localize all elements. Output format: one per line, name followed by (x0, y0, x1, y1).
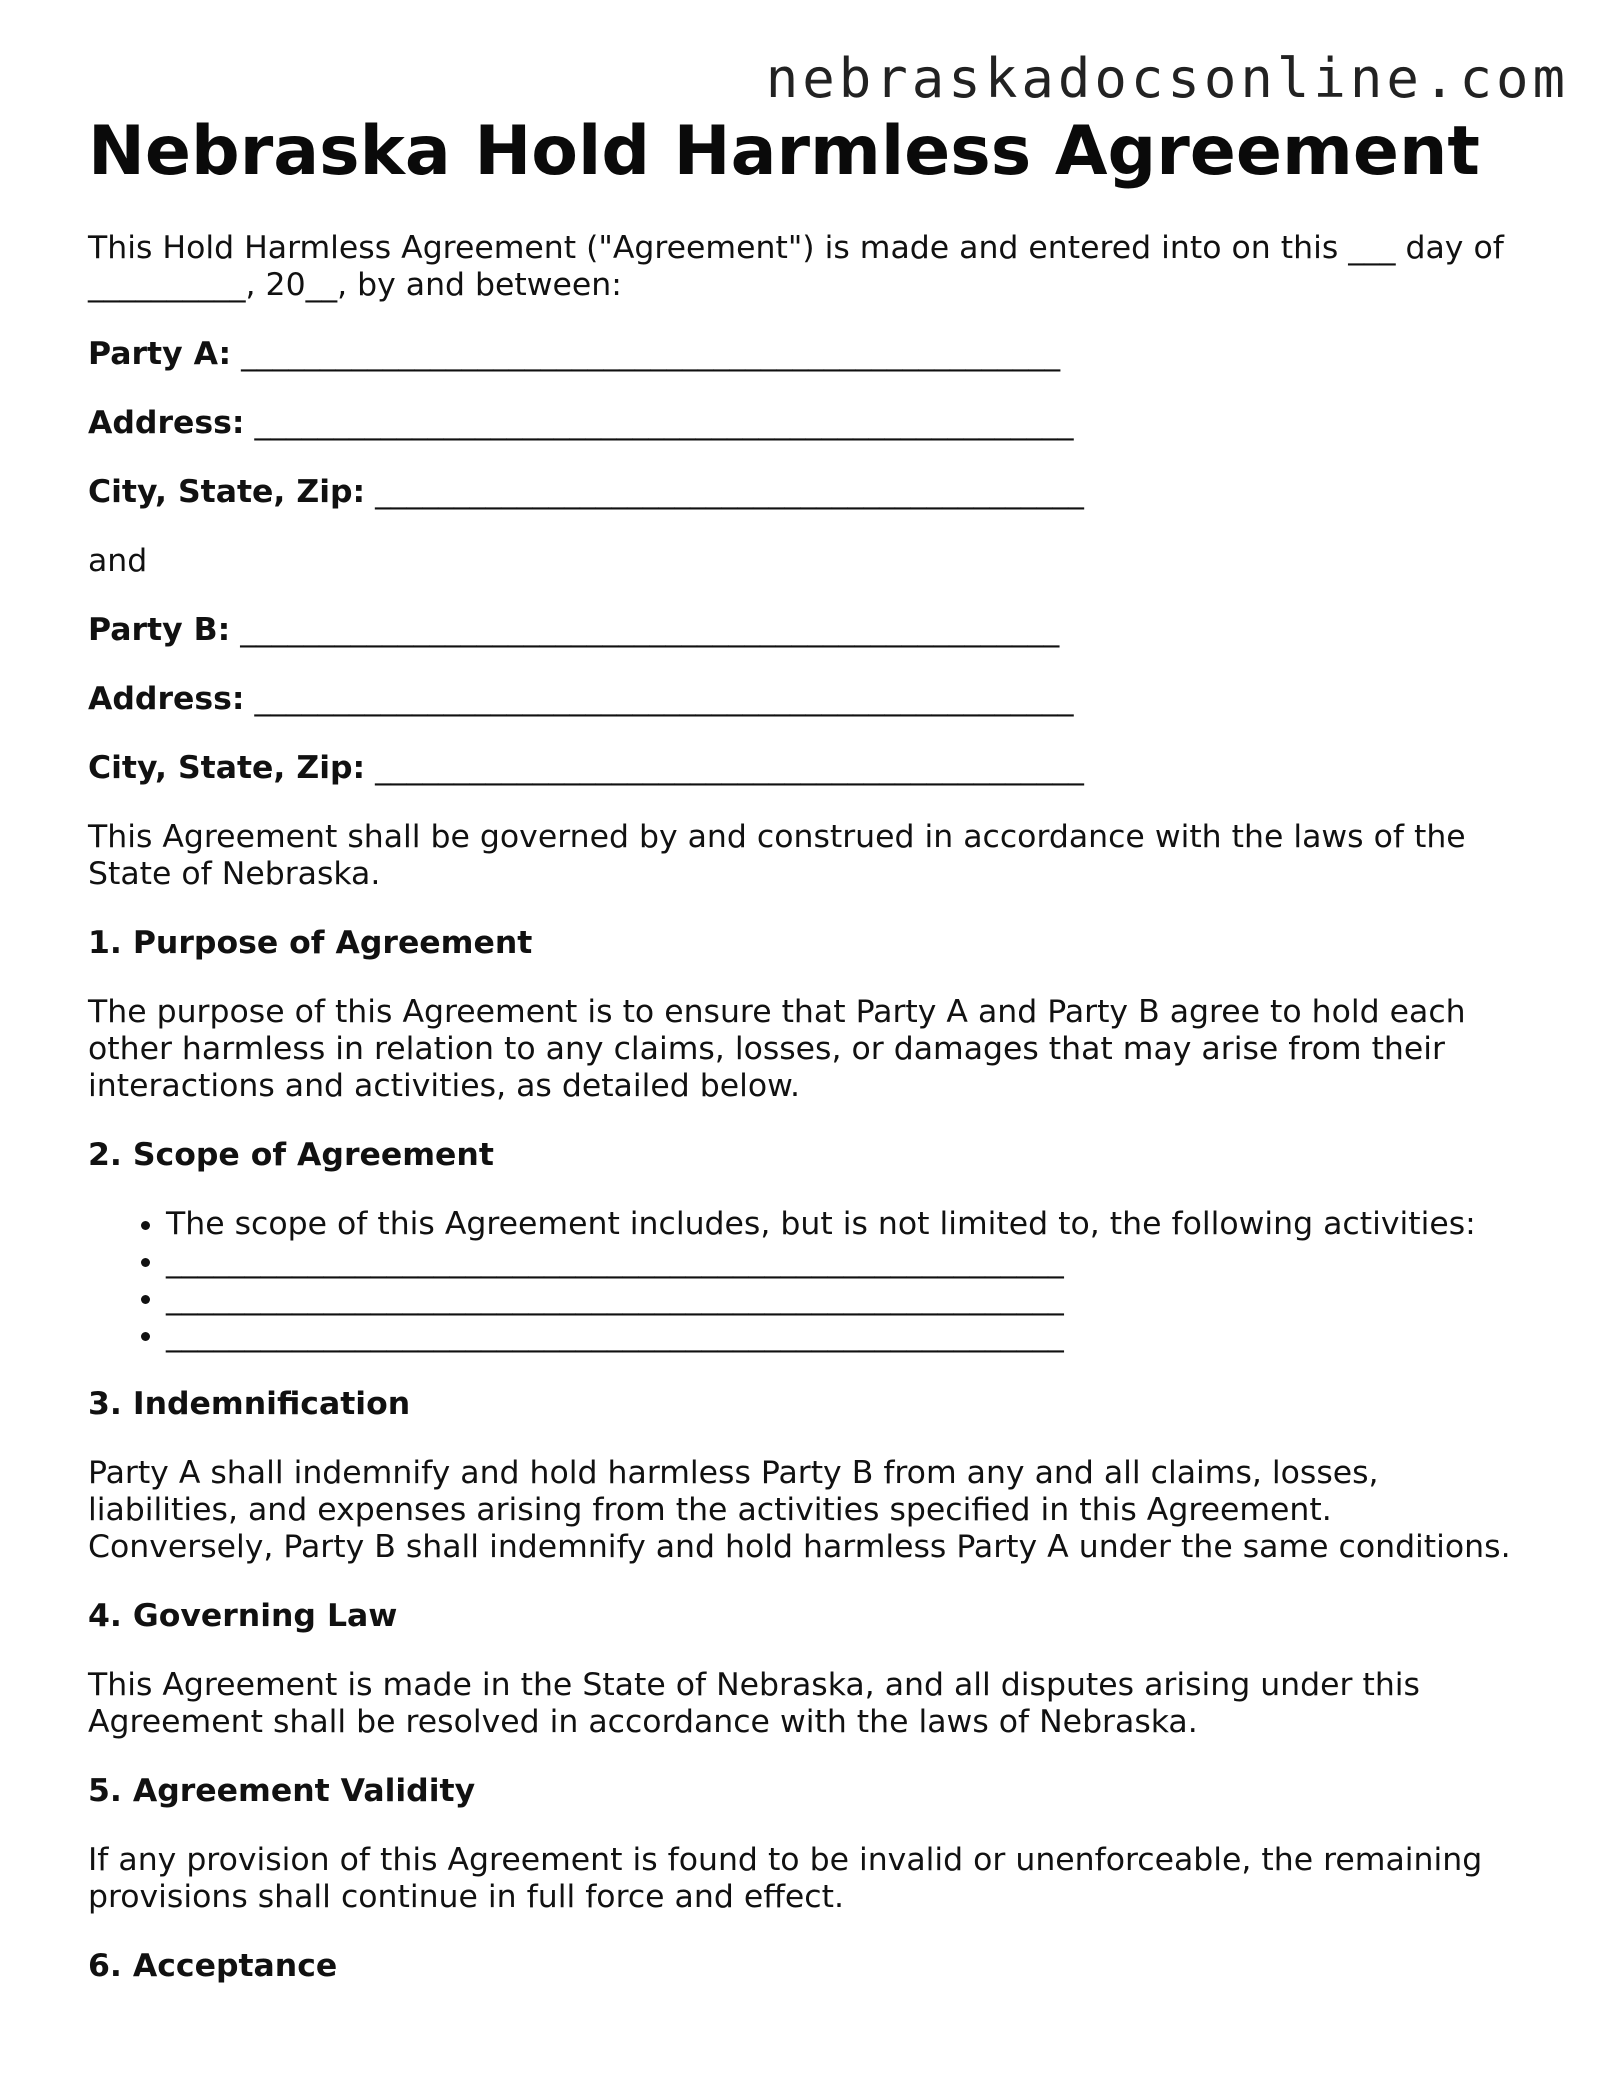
and-connector: and (88, 543, 148, 579)
party-a-address-label: Address: (88, 405, 245, 441)
scope-activity-blank[interactable]: • _________________________________________________________ (166, 1317, 1518, 1354)
party-a-city-field[interactable] (88, 474, 1518, 511)
party-a-city-label: City, State, Zip: (88, 474, 366, 510)
section-heading-indemnification: 3. Indemnification (88, 1386, 411, 1422)
party-a-name-blank[interactable]: ____________________________________________________ (241, 336, 1061, 372)
party-a-city-blank[interactable]: _____________________________________________ (375, 474, 1084, 510)
party-b-name-label: Party B: (88, 612, 231, 648)
document-title: Nebraska Hold Harmless Agreement (88, 112, 1480, 191)
section-heading-governing-law: 4. Governing Law (88, 1598, 398, 1634)
scope-list-item: • The scope of this Agreement includes, but is not limited to, the following activities: (166, 1206, 1518, 1243)
party-b-city-field[interactable] (88, 750, 1518, 787)
scope-activity-blank[interactable]: • _________________________________________________________ (166, 1280, 1518, 1317)
intro-paragraph: This Hold Harmless Agreement ("Agreement") is made and entered into on this ___ day of __________, 20__, by and between: (88, 230, 1504, 303)
party-b-name-blank[interactable]: ____________________________________________________ (240, 612, 1060, 648)
section-body-indemnification: Party A shall indemnify and hold harmless Party B from any and all claims, losses, liabilities, and expenses arising from the activities specified in this Agreement. Conversely, Party B shall indemnify and hold harmless Party A under the same conditions. (88, 1455, 1511, 1565)
section-heading-acceptance: 6. Acceptance (88, 1948, 338, 1984)
party-a-name-field[interactable] (88, 336, 1518, 373)
section-heading-validity: 5. Agreement Validity (88, 1773, 476, 1809)
party-b-name-field[interactable] (88, 612, 1518, 649)
party-b-city-label: City, State, Zip: (88, 750, 366, 786)
section-heading-scope: 2. Scope of Agreement (88, 1137, 494, 1173)
governing-intro-paragraph: This Agreement shall be governed by and construed in accordance with the laws of the State of Nebraska. (88, 819, 1466, 892)
party-b-city-blank[interactable]: _____________________________________________ (375, 750, 1084, 786)
party-a-address-field[interactable] (88, 405, 1518, 442)
party-b-address-label: Address: (88, 681, 245, 717)
section-body-purpose: The purpose of this Agreement is to ensure that Party A and Party B agree to hold each other harmless in relation to any claims, losses, or damages that may arise from their interactions and activities, as detailed below. (88, 994, 1466, 1104)
scope-list (88, 1206, 1518, 1354)
section-body-governing-law: This Agreement is made in the State of Nebraska, and all disputes arising under this Agreement shall be resolved in accordance with the laws of Nebraska. (88, 1667, 1420, 1740)
document-page (88, 112, 1518, 2017)
party-b-address-blank[interactable]: ____________________________________________________ (254, 681, 1074, 717)
section-body-validity: If any provision of this Agreement is found to be invalid or unenforceable, the remaining provisions shall continue in full force and effect. (88, 1842, 1483, 1915)
party-b-address-field[interactable] (88, 681, 1518, 718)
party-a-address-blank[interactable]: ____________________________________________________ (254, 405, 1074, 441)
party-a-name-label: Party A: (88, 336, 232, 372)
scope-activity-blank[interactable]: • _________________________________________________________ (166, 1243, 1518, 1280)
section-heading-purpose: 1. Purpose of Agreement (88, 925, 533, 961)
site-watermark: nebraskadocsonline.com (765, 47, 1569, 110)
